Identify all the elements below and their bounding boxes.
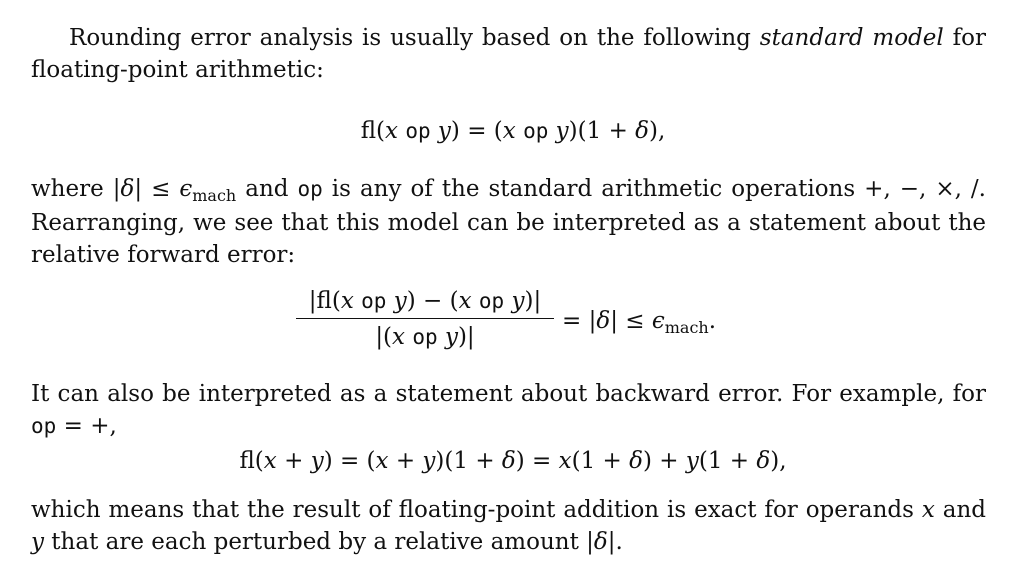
eq1-delta: δ xyxy=(635,118,650,144)
eq3-a: fl( xyxy=(239,448,264,474)
p2-op: op xyxy=(297,177,323,201)
eq1-fl: fl xyxy=(360,118,377,144)
num-x: x xyxy=(340,288,354,314)
eq1-tail1: )(1 + xyxy=(568,118,636,144)
eq3-c: ) = ( xyxy=(323,448,376,474)
eq1-y: y xyxy=(437,118,451,144)
den-b: )| xyxy=(457,324,475,351)
eq3-b: + xyxy=(276,448,311,474)
p2-text-1: where | xyxy=(31,176,121,202)
p4-text-1: which means that the result of floating-point addition is exact for operands xyxy=(31,497,922,523)
eq3-delta3: δ xyxy=(756,448,771,474)
p1-text-2: for floating-point arithmetic: xyxy=(31,25,986,83)
p3-text-2: = +, xyxy=(56,413,117,439)
eq1-tail2: ), xyxy=(649,118,666,144)
fraction-denominator xyxy=(296,322,554,352)
eq3-h: ) + xyxy=(642,448,686,474)
eq3-x1: x xyxy=(263,448,277,474)
rhs-b: | ≤ xyxy=(610,308,652,334)
den-y: y xyxy=(444,324,458,351)
eq1-x: x xyxy=(385,118,398,144)
eq3-x2: x xyxy=(375,448,389,474)
num-y2: y xyxy=(511,288,525,314)
rhs-a: = | xyxy=(562,308,597,334)
num-a: |fl( xyxy=(308,288,341,314)
paragraph-conclusion xyxy=(31,494,986,558)
p4-text-3: that are each perturbed by a relative amount | xyxy=(44,529,594,555)
num-op2: op xyxy=(478,289,505,313)
paragraph-standard-model xyxy=(31,22,986,86)
den-op: op xyxy=(412,325,438,350)
eq3-e: )(1 + xyxy=(435,448,502,474)
eq1-mid: ) = ( xyxy=(450,118,503,144)
eq1-op2: op xyxy=(523,119,549,143)
p2-text-3: and xyxy=(236,176,298,202)
p3-text-1: It can also be interpreted as a statement about backward error. For example, for xyxy=(31,381,986,407)
eq3-delta1: δ xyxy=(501,448,516,474)
paragraph-backward-error xyxy=(31,378,986,442)
num-op: op xyxy=(361,289,387,313)
equation-addition xyxy=(0,446,1026,476)
rhs-end: . xyxy=(708,308,717,334)
num-c: )| xyxy=(524,288,542,314)
emphasis-standard-model: standard model xyxy=(759,25,944,51)
p2-epsilon-subscript: mach xyxy=(192,186,237,205)
p2-text-2: | ≤ xyxy=(134,176,180,202)
p1-text-1: Rounding error analysis is usually based on the following xyxy=(69,25,760,51)
equation-forward-error xyxy=(0,286,1026,356)
den-x: x xyxy=(392,324,406,351)
p4-text-2: and xyxy=(934,497,986,523)
eq3-d: + xyxy=(388,448,423,474)
p3-op: op xyxy=(31,414,57,438)
p2-text-4: is any of the standard arithmetic operations +, −, ×, /. Rearranging, we see that this model can be interpreted as a statement about the relative forward error: xyxy=(31,176,986,268)
paragraph-forward-error xyxy=(31,173,986,271)
eq1-paren: ( xyxy=(376,118,386,144)
eq3-j: ), xyxy=(770,448,787,474)
num-x2: x xyxy=(458,288,472,314)
num-b: ) − ( xyxy=(406,288,459,314)
fraction-rhs xyxy=(562,306,716,338)
p4-delta: δ xyxy=(593,529,608,555)
rhs-epsilon: ϵ xyxy=(651,308,665,334)
eq3-delta2: δ xyxy=(629,448,643,474)
p2-epsilon: ϵ xyxy=(179,176,193,202)
eq3-f: ) = xyxy=(515,448,559,474)
eq3-g: (1 + xyxy=(571,448,630,474)
rhs-epsilon-subscript: mach xyxy=(664,318,709,337)
eq3-y1: y xyxy=(310,448,324,474)
eq3-y2: y xyxy=(422,448,436,474)
eq3-i: (1 + xyxy=(698,448,757,474)
eq1-op: op xyxy=(405,119,431,143)
fraction-bar xyxy=(296,318,554,319)
eq1-x2: x xyxy=(502,118,516,144)
p4-y: y xyxy=(31,529,44,555)
eq3-x3: x xyxy=(558,448,572,474)
den-a: |( xyxy=(375,324,393,351)
rhs-delta: δ xyxy=(596,308,611,334)
p2-delta: δ xyxy=(120,176,135,202)
num-y: y xyxy=(393,288,407,314)
equation-standard-model xyxy=(0,116,1026,146)
fraction xyxy=(296,286,554,352)
eq3-y3: y xyxy=(685,448,699,474)
eq1-y2: y xyxy=(555,118,569,144)
fraction-numerator xyxy=(296,286,554,316)
p4-text-4: |. xyxy=(607,529,623,555)
p4-x: x xyxy=(921,497,935,523)
